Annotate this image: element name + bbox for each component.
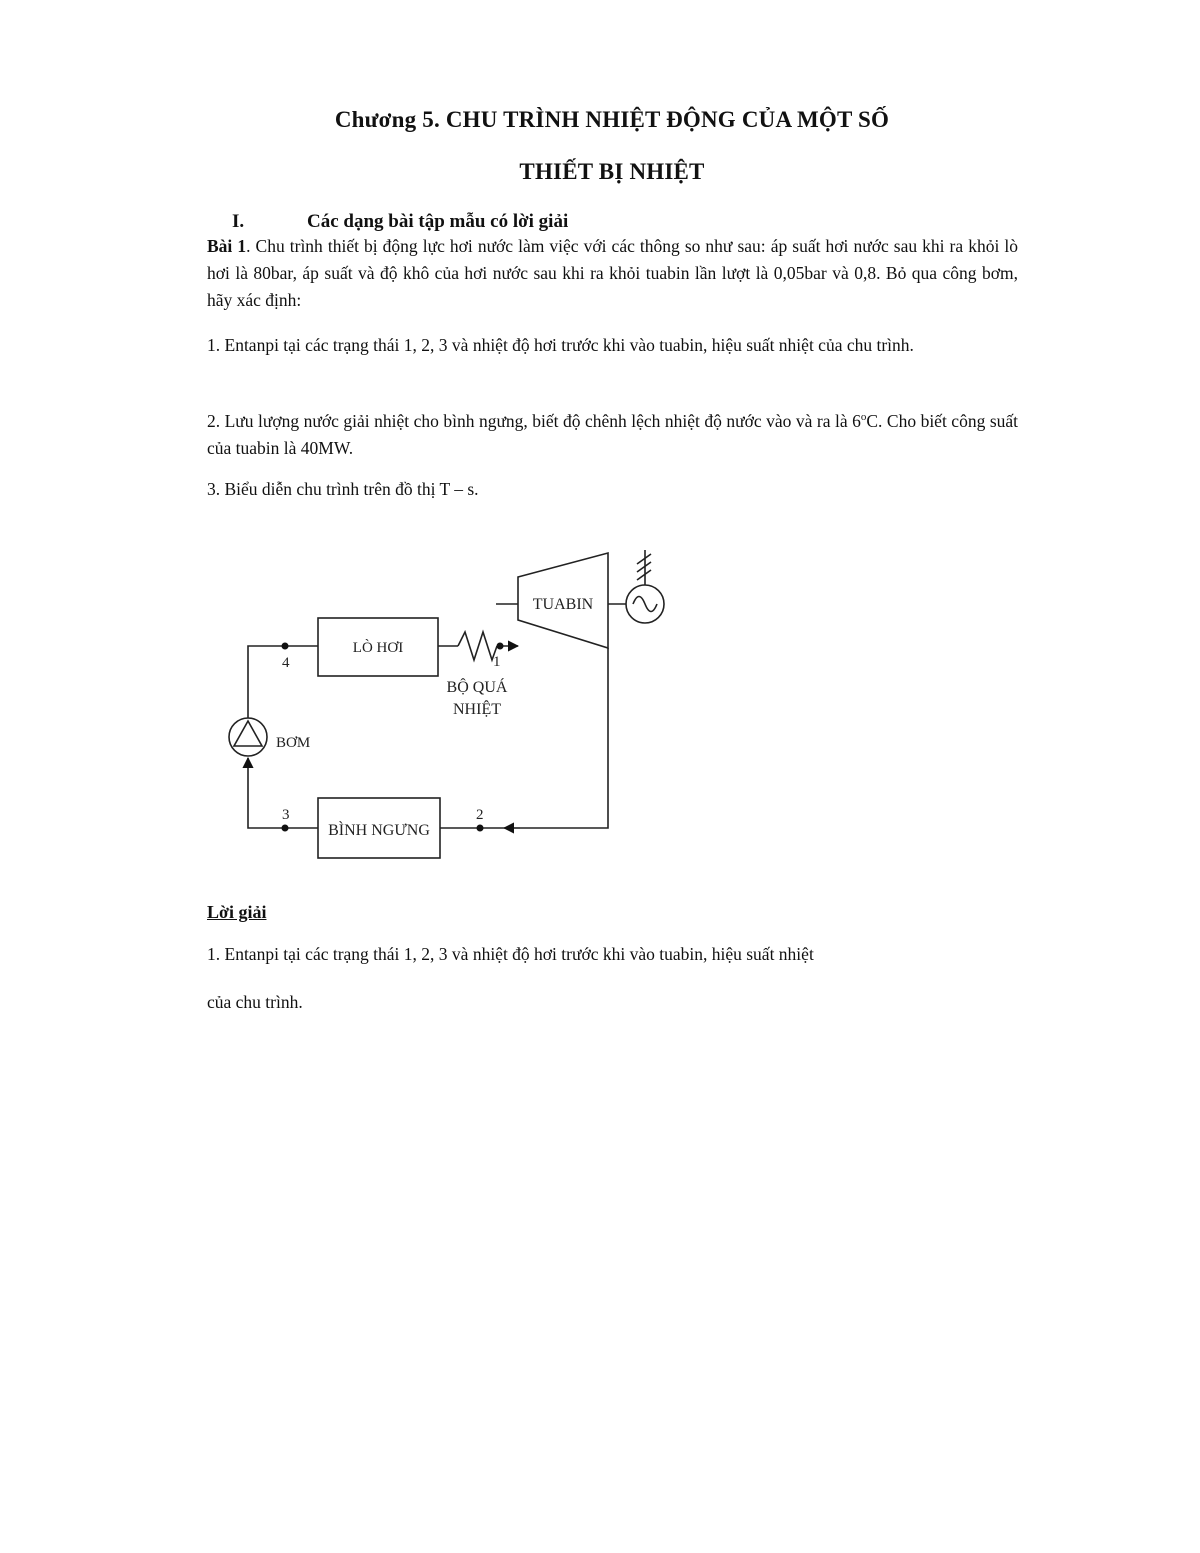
boiler-label: LÒ HƠI	[352, 640, 404, 656]
point-3-label: 3	[282, 807, 290, 823]
question-3: 3. Biểu diễn chu trình trên đồ thị T – s.	[207, 479, 479, 499]
exhaust-pipe	[520, 648, 608, 828]
question-2	[207, 404, 1018, 462]
solution-line-2: của chu trình.	[207, 992, 303, 1012]
solution-line-1: 1. Entanpi tại các trạng thái 1, 2, 3 và nhiệt độ hơi trước khi vào tuabin, hiệu suất nhiệt	[207, 944, 814, 964]
superheater-label-2: NHIỆT	[453, 701, 501, 718]
point-4-label: 4	[282, 655, 290, 671]
degree-superscript: o	[860, 411, 867, 423]
pump-circle	[229, 718, 267, 756]
point-1-dot	[497, 643, 504, 650]
problem-label: Bài 1	[207, 236, 247, 256]
question-1: 1. Entanpi tại các trạng thái 1, 2, 3 và nhiệt độ hơi trước khi vào tuabin, hiệu suất nhiệt của chu trình.	[207, 335, 914, 355]
superheater-label-1: BỘ QUÁ	[446, 679, 508, 696]
point-4-dot	[282, 643, 289, 650]
problem-intro	[207, 233, 1018, 314]
chapter-title-line2: THIẾT BỊ NHIỆT	[519, 159, 705, 184]
condenser-label: BÌNH NGƯNG	[328, 822, 430, 839]
problem-intro-text: . Chu trình thiết bị động lực hơi nước làm việc với các thông so như sau: áp suất hơi nước sau khi ra khỏi lò hơi là 80bar, áp suất và độ khô của hơi nước sau khi ra khỏi tuabin lần lượt là 0,05bar và 0,8. Bỏ qua công bơm, hãy xác định:	[207, 236, 1018, 310]
section-heading	[232, 211, 568, 233]
question-2-text: 2. Lưu lượng nước giải nhiệt cho bình ngưng, biết độ chênh lệch nhiệt độ nước vào và ra là 6	[207, 410, 861, 431]
point-3-dot	[282, 825, 289, 832]
point-2-dot	[477, 825, 484, 832]
section-title: Các dạng bài tập mẫu có lời giải	[307, 211, 569, 232]
point-1-label: 1	[493, 654, 501, 670]
point-2-label: 2	[476, 807, 484, 823]
turbine-label: TUABIN	[532, 596, 594, 613]
superheater-coil	[458, 632, 497, 660]
section-number: I.	[232, 211, 245, 232]
chapter-title-line1: Chương 5. CHU TRÌNH NHIỆT ĐỘNG CỦA MỘT SỐ	[334, 107, 890, 132]
solution-heading: Lời giải	[207, 902, 267, 922]
pump-triangle-icon	[234, 721, 262, 746]
generator-sine-icon	[633, 597, 657, 612]
question-2-text-end: C. Cho biết công suất của tuabin là 40MW.	[207, 410, 1019, 458]
steam-cycle-diagram	[200, 540, 700, 870]
pump-label: BƠM	[276, 735, 311, 751]
